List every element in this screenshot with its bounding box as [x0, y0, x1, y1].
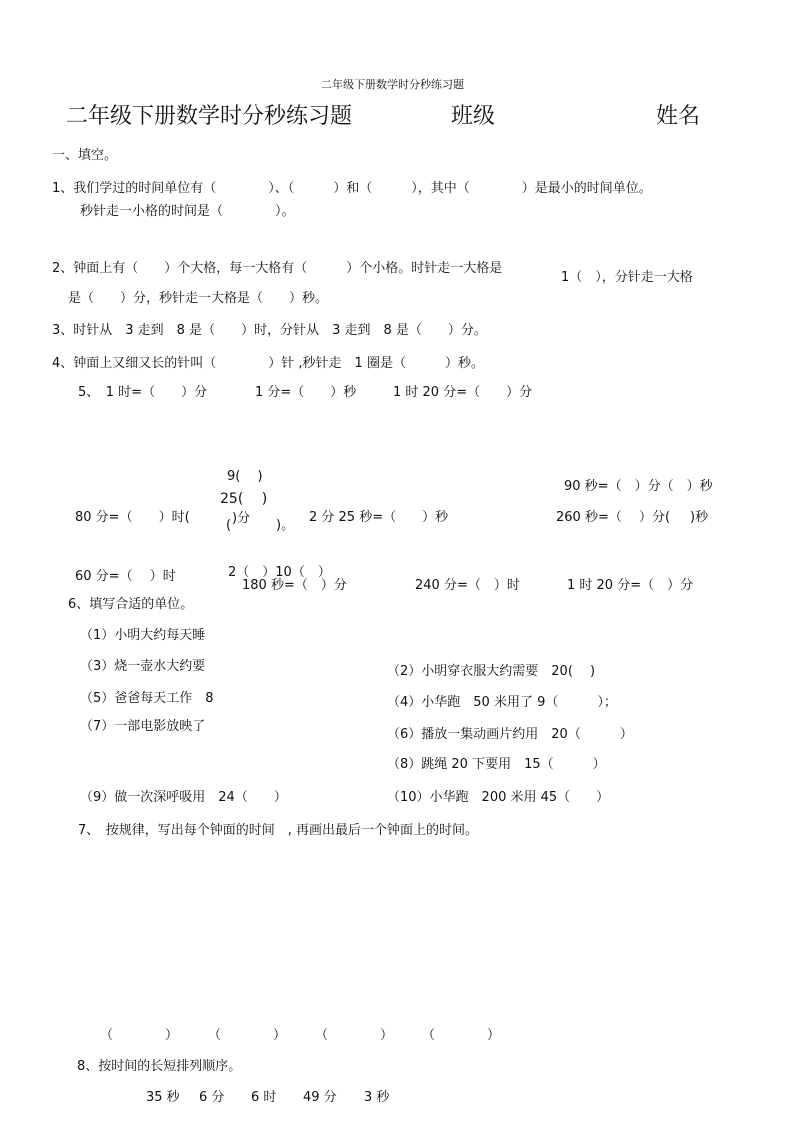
q7-blank-3: （ ） — [315, 1028, 394, 1043]
q7-blank-4: （ ） — [422, 1028, 501, 1043]
name-label: 姓名 — [656, 104, 701, 129]
q8-item: 35 秒 — [146, 1090, 180, 1105]
page-header: 二年级下册数学时分秒练习题 — [321, 78, 464, 91]
page-title: 二年级下册数学时分秒练习题 — [66, 104, 353, 129]
q5-row3-c: 240 分=（ ）时 — [415, 578, 520, 593]
q6-item-2: （2）小明穿衣服大约需要 20( ) — [387, 664, 596, 679]
q6-item-1: （1）小明大约每天睡 — [80, 628, 206, 643]
q2-line2: 是（ ）分，秒针走一大格是（ ）秒。 — [68, 291, 329, 306]
q1-line2: 秒针走一小格的时间是（ ）。 — [80, 204, 295, 219]
q6-item-5: （5）爸爸每天工作 8 — [80, 691, 214, 706]
q7-blank-2: （ ） — [208, 1028, 287, 1043]
q7: 7、 按规律，写出每个钟面的时间 , 再画出最后一个钟面上的时间。 — [78, 823, 479, 838]
q6-item-7: （7）一部电影放映了 — [80, 719, 206, 734]
q5-row2-a: 80 分=（ ）时( — [75, 510, 190, 525]
q5-row2-b: 2 分 25 秒=（ ）秒 — [309, 510, 449, 525]
q3: 3、时针从 3 走到 8 是（ ）时，分针从 3 走到 8 是（ ）分。 — [52, 323, 487, 338]
q5-row3-a: 60 分=（ ）时 — [75, 569, 176, 584]
q6-item-4: （4）小华跑 50 米用了 9（ ）； — [387, 695, 617, 710]
q5-row1-b: 1 分=（ ）秒 — [255, 385, 357, 400]
q5-row3-b-top: 2（ ）10（ ） — [228, 565, 331, 580]
q5-frac-top: 9( ) — [227, 469, 263, 484]
q6-item-10: （10）小华跑 200 米用 45（ ） — [387, 790, 610, 805]
q7-blank-1: （ ） — [100, 1028, 179, 1043]
q2-line1: 2、钟面上有（ ）个大格，每一大格有（ ）个小格。时针走一大格是 — [52, 261, 503, 276]
q5-row3-d: 1 时 20 分=（ ）分 — [567, 578, 694, 593]
q8-item: 3 秒 — [364, 1090, 390, 1105]
q6-item-3: （3）烧一壶水大约要 — [80, 659, 206, 674]
q6-item-9: （9）做一次深呼吸用 24（ ） — [80, 790, 287, 805]
section-fill-blank: 一、填空。 — [52, 148, 118, 163]
q5-row2-a3: )。 — [276, 518, 295, 533]
q5-row2-a2: )分 — [232, 511, 251, 526]
q6-item-8: （8）跳绳 20 下要用 15（ ） — [387, 757, 606, 772]
q2-side: 1（ ），分针走一大格 — [561, 270, 693, 285]
q6-title: 6、填写合适的单位。 — [68, 597, 194, 612]
q6-item-6: （6）播放一集动画片约用 20（ ） — [387, 727, 633, 742]
q8-item: 6 分 — [199, 1090, 225, 1105]
class-label: 班级 — [451, 104, 496, 129]
q8-title: 8、按时间的长短排列顺序。 — [77, 1059, 242, 1074]
q1-line1: 1、我们学过的时间单位有（ ）、（ ）和（ ），其中（ ）是最小的时间单位。 — [52, 181, 652, 196]
q5-row2-c2: )秒 — [690, 510, 709, 525]
q8-item: 49 分 — [303, 1090, 337, 1105]
q5-row1-a: 5、 1 时=（ ）分 — [78, 385, 208, 400]
q5-row3-b: 180 秒=（ ）分 — [242, 578, 347, 593]
q5-frac-bot: ( — [226, 518, 232, 533]
q5-row1-c: 1 时 20 分=（ ）分 — [393, 385, 533, 400]
q4: 4、钟面上又细又长的针叫（ ）针 ,秒针走 1 圈是（ ）秒。 — [52, 356, 484, 371]
q5-row2-c: 260 秒=（ ）分( — [556, 510, 671, 525]
q8-item: 6 时 — [251, 1090, 277, 1105]
q5-row2-c-top: 90 秒=（ ）分（ ）秒 — [564, 479, 713, 494]
q5-frac-mid: 25( ) — [220, 491, 268, 507]
